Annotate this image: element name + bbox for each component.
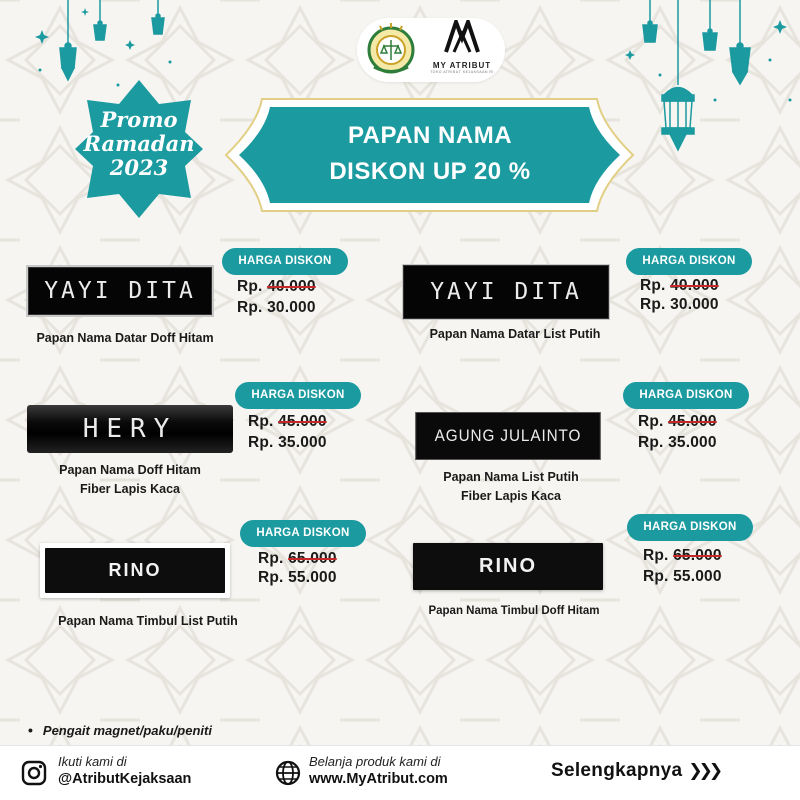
- discount-badge: HARGA DISKON: [235, 382, 361, 409]
- product-caption: Papan Nama Timbul List Putih: [58, 614, 238, 628]
- banner-line-2: DISKON UP 20 %: [329, 158, 531, 185]
- seal-icon: [362, 20, 420, 78]
- see-more-label: Selengkapnya: [551, 760, 683, 781]
- lantern-icon: [94, 21, 106, 40]
- price-block: [248, 411, 327, 453]
- promo-line-2: Ramadan: [83, 131, 195, 156]
- website-url: www.MyAtribut.com: [309, 771, 448, 787]
- attachment-note: • Pengait magnet/paku/peniti: [28, 722, 212, 738]
- new-price: Rp. 30.000: [237, 299, 316, 316]
- old-price: Rp. 40.000: [640, 277, 719, 294]
- product-caption: Papan Nama Datar Doff Hitam: [36, 331, 214, 345]
- instagram-link[interactable]: [58, 754, 191, 788]
- banner-line-1: PAPAN NAMA: [347, 122, 513, 149]
- product-image: [415, 412, 600, 460]
- discount-badge: HARGA DISKON: [623, 382, 749, 409]
- product-image: [27, 405, 233, 453]
- product-caption: Papan Nama List Putih Fiber Lapis Kaca: [443, 470, 579, 503]
- lantern-icon: [662, 88, 694, 151]
- lantern-icon: [703, 29, 717, 50]
- instagram-icon[interactable]: [20, 759, 48, 787]
- new-price: Rp. 35.000: [638, 434, 717, 451]
- discount-badge: HARGA DISKON: [222, 248, 348, 275]
- new-price: Rp. 35.000: [248, 434, 327, 451]
- brand-logo: [426, 20, 498, 78]
- old-price: Rp. 65.000: [258, 550, 337, 567]
- plate-text: RINO: [108, 560, 162, 580]
- globe-icon[interactable]: [274, 759, 302, 787]
- new-price: Rp. 30.000: [640, 296, 719, 313]
- lantern-icon: [152, 14, 164, 34]
- brand-monogram: [442, 20, 482, 54]
- brand-tagline: TOKO ATRIBUT KEJAKSAAN RI: [430, 70, 494, 74]
- product-caption: Papan Nama Datar List Putih: [429, 327, 601, 341]
- old-price: Rp. 45.000: [638, 413, 717, 430]
- discount-badge: HARGA DISKON: [626, 248, 752, 275]
- chevron-right-icon: ❯❯❯: [688, 761, 720, 780]
- old-price: Rp. 65.000: [643, 547, 722, 564]
- plate-text: RINO: [479, 555, 537, 577]
- new-price: Rp. 55.000: [643, 568, 722, 585]
- lantern-icon: [730, 43, 750, 84]
- old-price: Rp. 40.000: [237, 278, 316, 295]
- discount-badge: HARGA DISKON: [627, 514, 753, 541]
- old-price: Rp. 45.000: [248, 413, 327, 430]
- plate-text: YAYI DITA: [430, 279, 582, 305]
- promo-line-3: 2023: [109, 155, 169, 180]
- product-image: [402, 264, 610, 320]
- price-block: [237, 276, 316, 318]
- instagram-label: Ikuti kami di: [58, 754, 127, 769]
- price-block: [643, 545, 722, 587]
- website-label: Belanja produk kami di: [309, 754, 441, 769]
- see-more-button[interactable]: [551, 760, 719, 782]
- plate-text: YAYI DITA: [44, 278, 196, 304]
- star-icon: [35, 8, 172, 87]
- price-block: [258, 549, 337, 587]
- lantern-decoration-right: [620, 0, 800, 160]
- product-caption: Papan Nama Doff Hitam Fiber Lapis Kaca: [59, 463, 201, 496]
- promo-line-1: Promo: [100, 107, 178, 132]
- new-price: Rp. 55.000: [258, 569, 337, 586]
- discount-badge: HARGA DISKON: [240, 520, 366, 547]
- product-caption: Papan Nama Timbul Doff Hitam: [428, 605, 600, 617]
- website-link[interactable]: [309, 754, 448, 788]
- brand-name: MY ATRIBUT: [432, 61, 492, 70]
- lantern-icon: [60, 43, 76, 80]
- promo-title: [73, 108, 205, 180]
- product-image: [413, 543, 603, 590]
- plate-text: HERY: [82, 414, 178, 444]
- plate-text: AGUNG JULAINTO: [434, 426, 582, 445]
- product-image: [26, 265, 214, 317]
- banner-title: [270, 118, 590, 190]
- product-image: [40, 543, 230, 598]
- instagram-handle: @AtributKejaksaan: [58, 771, 192, 787]
- price-block: [640, 276, 719, 314]
- lantern-icon: [643, 21, 657, 42]
- price-block: [638, 411, 717, 453]
